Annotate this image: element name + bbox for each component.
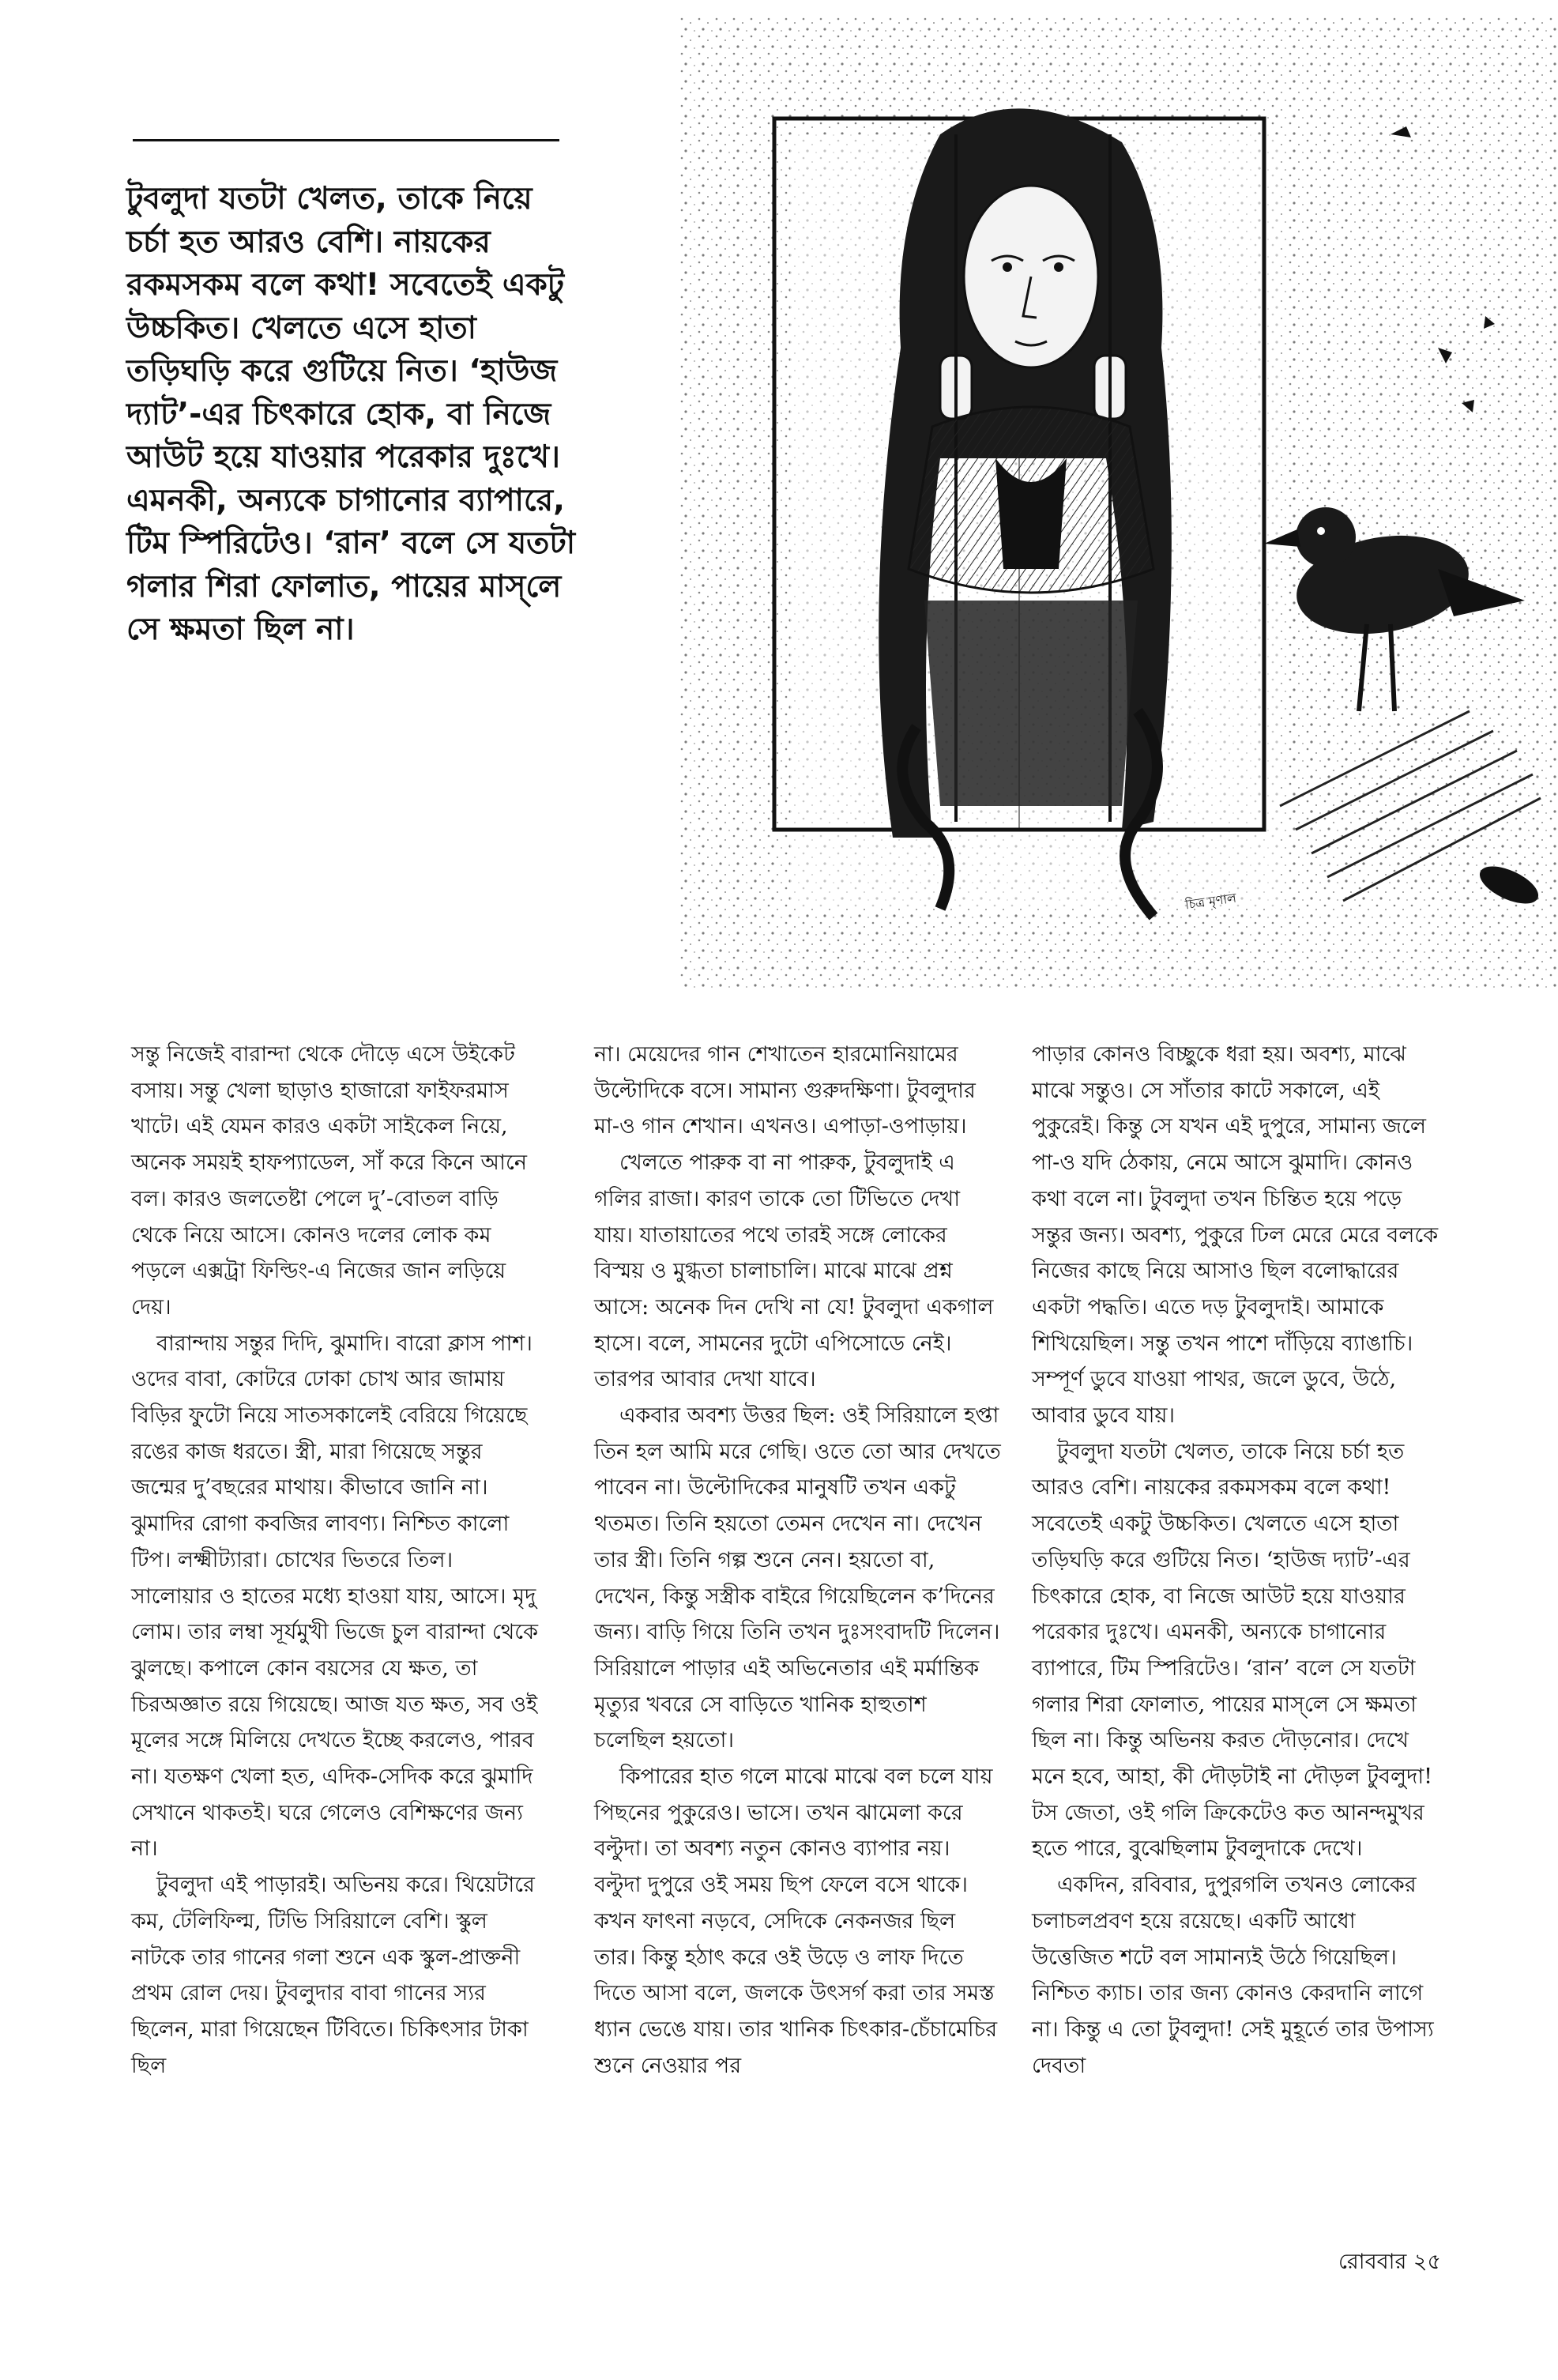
paragraph: টুবলুদা এই পাড়ারই। অভিনয় করে। থিয়েটারে কম, টেলিফিল্ম, টিভি সিরিয়ালে বেশি। স্কুল নাটকে তার গানের গলা শুনে এক স্কুল-প্রাক্তনী প্রথম রোল দেয়। টুবলুদার বাবা গানের স্যর ছিলেন, মারা গিয়েছেন টিবিতে। চিকিৎসার টাকা ছিল (131, 1873, 535, 2078)
paragraph: টুবলুদা যতটা খেলত, তাকে নিয়ে চর্চা হত আরও বেশি। নায়কের রকমসকম বলে কথা! সবেতেই একটু উচ্চকিত। খেলতে এসে হাতা তড়িঘড়ি করে গুটিয়ে নিত। ‘হাউজ দ্যাট’-এর চিৎকারে হোক, বা নিজে আউট হয়ে যাওয়ার পরেকার দুঃখে। এমনকী, অন্যকে চাগানোর ব্যাপারে, টিম স্পিরিটেও। ‘রান’ বলে সে যতটা গলার শিরা ফোলাত, পায়ের মাস্‌লে সে ক্ষমতা ছিল না। কিন্তু অভিনয় করত দৌড়নোর। দেখে মনে হবে, আহা, কী দৌড়টাই না দৌড়ল টুবলুদা! টস জেতা, ওই গলি ক্রিকেটেও কত আনন্দমুখর হতে পারে, বুঝেছিলাম টুবলুদাকে দেখে। (1032, 1439, 1433, 1862)
illustration-signature: চিত্র মৃণাল (1184, 890, 1238, 913)
article-column-2 (594, 1037, 1003, 2084)
article-column-1 (131, 1037, 540, 2084)
page-footer: রোববার ২৫ (1338, 2250, 1441, 2274)
pull-quote-rule (133, 139, 559, 141)
paragraph: বারান্দায় সন্তুর দিদি, ঝুমাদি। বারো ক্লাস পাশ। ওদের বাবা, কোটরে ঢোকা চোখ আর জামায় বিড়ির ফুটো নিয়ে সাতসকালেই বেরিয়ে গিয়েছে রঙের কাজ ধরতে। স্ত্রী, মারা গিয়েছে সন্তুর জন্মের দু’বছরের মাথায়। কীভাবে জানি না। ঝুমাদির রোগা কবজির লাবণ্য। নিশ্চিত কালো টিপ। লক্ষ্মীট্যারা। চোখের ভিতরে তিল। সালোয়ার ও হাতের মধ্যে হাওয়া যায়, আসে। মৃদু লোম। তার লম্বা সূর্যমুখী ভিজে চুল বারান্দা থেকে ঝুলছে। কপালে কোন বয়সের যে ক্ষত, তা চিরঅজ্ঞাত রয়ে গিয়েছে। আজ যত ক্ষত, সব ওই মূলের সঙ্গে মিলিয়ে দেখতে ইচ্ছে করলেও, পারব না। যতক্ষণ খেলা হত, এদিক-সেদিক করে ঝুমাদি সেখানে থাকতই। ঘরে গেলেও বেশিক্ষণের জন্য না। (131, 1331, 539, 1862)
pull-quote: টুবলুদা যতটা খেলত, তাকে নিয়ে চর্চা হত আরও বেশি। নায়কের রকমসকম বলে কথা! সবেতেই একটু উচ্চকিত। খেলতে এসে হাতা তড়িঘড়ি করে গুটিয়ে নিত। ‘হাউজ দ্যাট’-এর চিৎকারে হোক, বা নিজে আউট হয়ে যাওয়ার পরেকার দুঃখে। এমনকী, অন্যকে চাগানোর ব্যাপারে, টিম স্পিরিটেও। ‘রান’ বলে সে যতটা গলার শিরা ফোলাত, পায়ের মাস্‌লে সে ক্ষমতা ছিল না। (126, 181, 576, 647)
paragraph: একদিন, রবিবার, দুপুরগলি তখনও লোকের চলাচলপ্রবণ হয়ে রয়েছে। একটি আধো উত্তেজিত শটে বল সামান্যই উঠে গিয়েছিল। নিশ্চিত ক্যাচ। তার জন্য কোনও কেরদানি লাগে না। কিন্তু এ তো টুবলুদা! সেই মুহূর্তে তার উপাস্য দেবতা (1032, 1873, 1434, 2078)
paragraph: কিপারের হাত গলে মাঝে মাঝে বল চলে যায় পিছনের পুকুরেও। ভাসে। তখন ঝামেলা করে বল্টুদা। তা অবশ্য নতুন কোনও ব্যাপার নয়। বল্টুদা দুপুরে ওই সময় ছিপ ফেলে বসে থাকে। কখন ফাৎনা নড়বে, সেদিকে নেকনজর ছিল তার। কিন্তু হঠাৎ করে ওই উড়ে ও লাফ দিতে দিতে আসা বলে, জলকে উৎসর্গ করা তার সমস্ত ধ্যান ভেঙে যায়। তার খানিক চিৎকার-চেঁচামেচির শুনে নেওয়ার পর (594, 1764, 998, 2078)
paragraph: সন্তু নিজেই বারান্দা থেকে দৌড়ে এসে উইকেট বসায়। সন্তু খেলা ছাড়াও হাজারো ফাইফরমাস খাটে। এই যেমন কারও একটা সাইকেল নিয়ে, অনেক সময়ই হাফপ্যাডেল, সাঁ করে কিনে আনে বল। কারও জলতেষ্টা পেলে দু’-বোতল বাড়ি থেকে নিয়ে আসে। কোনও দলের লোক কম পড়লে এক্সট্রা ফিল্ডিং-এ নিজের জান লড়িয়ে দেয়। (131, 1042, 527, 1320)
article-column-3 (1032, 1037, 1441, 2084)
girl-at-window-with-crow-illustration (679, 16, 1556, 988)
paragraph: পাড়ার কোনও বিচ্ছুকে ধরা হয়। অবশ্য, মাঝে মাঝে সন্তুও। সে সাঁতার কাটে সকালে, এই পুকুরেই। কিন্তু সে যখন এই দুপুরে, সামান্য জলে পা-ও যদি ঠেকায়, নেমে আসে ঝুমাদি। কোনও কথা বলে না। টুবলুদা তখন চিন্তিত হয়ে পড়ে সন্তুর জন্য। অবশ্য, পুকুরে ঢিল মেরে মেরে বলকে নিজের কাছে নিয়ে আসাও ছিল বলোদ্ধারের একটা পদ্ধতি। এতে দড় টুবলুদাই। আমাকে শিখিয়েছিল। সন্তু তখন পাশে দাঁড়িয়ে ব্যাঙাচি। সম্পূর্ণ ডুবে যাওয়া পাথর, জলে ডুবে, উঠে, আবার ডুবে যায়। (1032, 1042, 1439, 1429)
paragraph: একবার অবশ্য উত্তর ছিল: ওই সিরিয়ালে হপ্তা তিন হল আমি মরে গেছি। ওতে তো আর দেখতে পাবেন না। উল্টোদিকের মানুষটি তখন একটু থতমত। তিনি হয়তো তেমন দেখেন না। দেখেন তার স্ত্রী। তিনি গল্প শুনে নেন। হয়তো বা, দেখেন, কিন্তু সস্ত্রীক বাইরে গিয়েছিলেন ক’দিনের জন্য। বাড়ি গিয়ে তিনি তখন দুঃসংবাদটি দিলেন। সিরিয়ালে পাড়ার এই অভিনেতার এই মর্মান্তিক মৃত্যুর খবরে সে বাড়িতে খানিক হাহুতাশ চলেছিল হয়তো। (594, 1403, 1001, 1753)
paragraph: খেলতে পারুক বা না পারুক, টুবলুদাই এ গলির রাজা। কারণ তাকে তো টিভিতে দেখা যায়। যাতায়াতের পথে তারই সঙ্গে লোকের বিস্ময় ও মুগ্ধতা চালাচালি। মাঝে মাঝে প্রশ্ন আসে: অনেক দিন দেখি না যে! টুবলুদা একগাল হাসে। বলে, সামনের দুটো এপিসোডে নেই। তারপর আবার দেখা যাবে। (594, 1150, 994, 1392)
paragraph: না। মেয়েদের গান শেখাতেন হারমোনিয়ামের উল্টোদিকে বসে। সামান্য গুরুদক্ষিণা। টুবলুদার মা-ও গান শেখান। এখনও। এপাড়া-ওপাড়ায়। (594, 1042, 976, 1139)
